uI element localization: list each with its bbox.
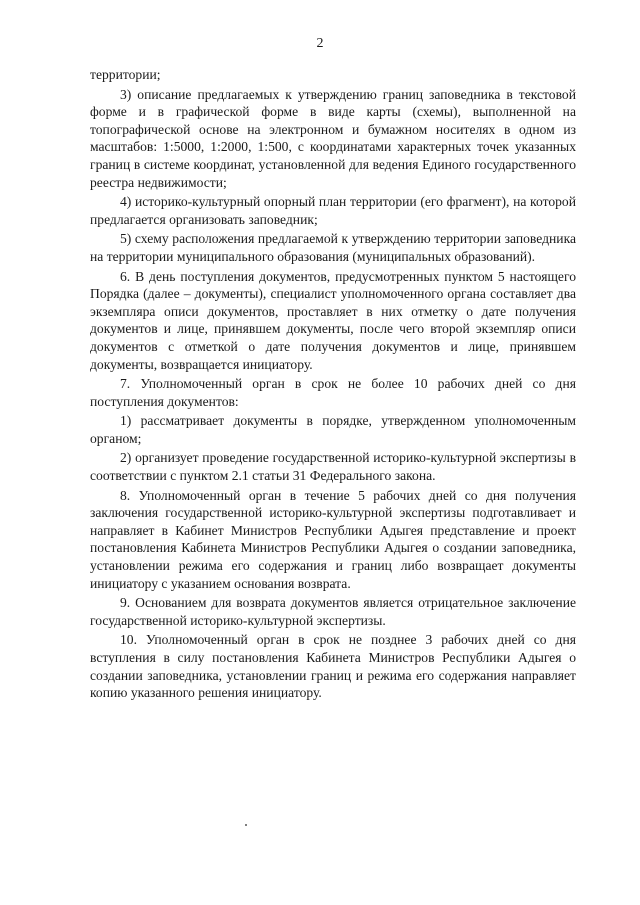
- paragraph-item-3-boundary-description: 3) описание предлагаемых к утверждению границ заповедника в текстовой форме и в графической форме в виде карты (схемы), выполненной на топографической основе на электронном и бумажном носителях в одном из масштабов: 1:5000, 1:2000, 1:500, с координатами характерных точек указанных границ в системе координат, установленной для ведения Единого государственного реестра недвижимости;: [90, 86, 576, 190]
- paragraph-item-5-location-scheme: 5) схему расположения предлагаемой к утверждению территории заповедника на территории муниципального образования (муниципальных образований).: [90, 231, 576, 264]
- paragraph-clause-6: 6. В день поступления документов, предусмотренных пунктом 5 настоящего Порядка (далее – документы), специалист уполномоченного органа составляет два экземпляра описи документов, проставляет в них отметку о дате получения документов и лице, принявшем документы, после чего второй экземпляр описи документов с отметкой о дате получения документов и лице, принявшем документы, возвращается инициатору.: [90, 268, 576, 372]
- paragraph-clause-7-item-1: 1) рассматривает документы в порядке, утвержденном уполномоченным органом;: [90, 413, 576, 446]
- scan-speck: [245, 824, 247, 826]
- document-body: [90, 66, 576, 702]
- paragraph-clause-7: 7. Уполномоченный орган в срок не более 10 рабочих дней со дня поступления документов:: [90, 376, 576, 409]
- paragraph-clause-10: 10. Уполномоченный орган в срок не позднее 3 рабочих дней со дня вступления в силу постановления Кабинета Министров Республики Адыгея о создании заповедника, установлении границ и режима его содержания направляет копию указанного решения инициатору.: [90, 632, 576, 701]
- paragraph-clause-7-item-2: 2) организует проведение государственной историко-культурной экспертизы в соответствии с пунктом 2.1 статьи 31 Федерального закона.: [90, 450, 576, 484]
- paragraph-territory-continuation: территории;: [90, 67, 161, 82]
- paragraph-clause-9: 9. Основанием для возврата документов является отрицательное заключение государственной историко-культурной экспертизы.: [90, 595, 576, 628]
- paragraph-item-4-reference-plan: 4) историко-культурный опорный план территории (его фрагмент), на которой предлагается организовать заповедник;: [90, 194, 576, 227]
- page-number: 2: [316, 36, 324, 51]
- paragraph-clause-8: 8. Уполномоченный орган в течение 5 рабочих дней со дня получения заключения государственной историко-культурной экспертизы подготавливает и направляет в Кабинет Министров Республики Адыгея представление и проект постановления Кабинета Министров Республики Адыгея о создании заповедника, установлении режима его содержания и границ либо возвращает документы инициатору с указанием основания возврата.: [90, 487, 576, 591]
